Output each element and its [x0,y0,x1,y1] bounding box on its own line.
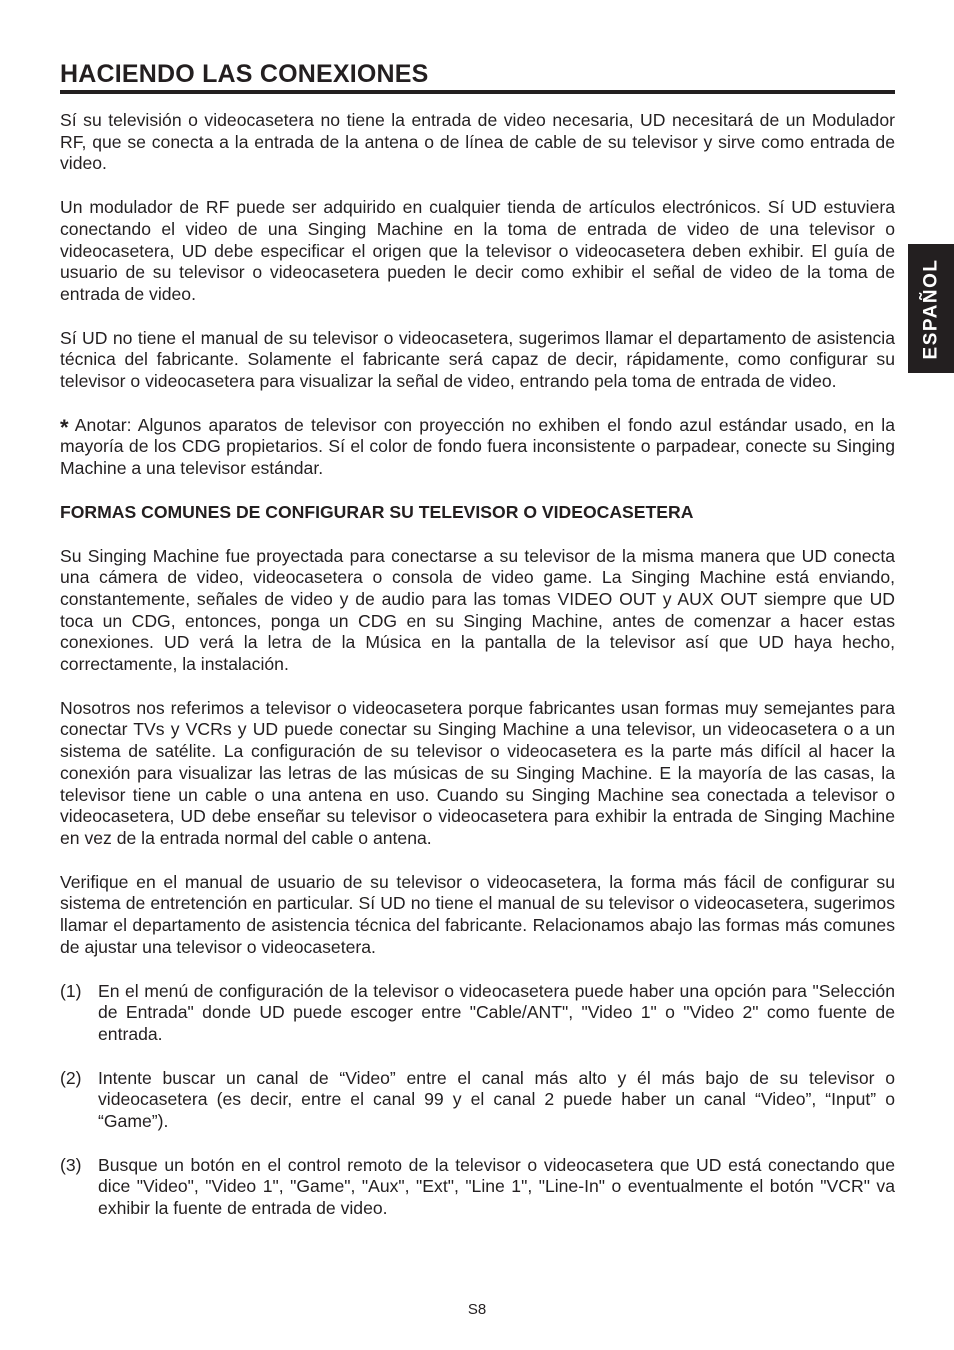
page-content [60,110,895,1242]
language-tab-label: ESPAÑOL [920,258,941,359]
asterisk-icon: * [60,414,69,440]
list-item-text: Busque un botón en el control remoto de la televisor o videocasetera que UD está conectando que dice "Video", "Video 1", "Game", "Aux", "Ext", "Line 1", "Line-In" o eventualmente el botón "VCR" va exhibir la fuente de entrada de video. [98,1154,895,1219]
paragraph-rf-purchase: Un modulador de RF puede ser adquirido en cualquier tienda de artículos electrónicos. Sí UD estuviera conectando el video de una Singing Machine en la toma de entrada de video de una televisor o videocasetera, UD debe especificar el origen que la televisor o videocasetera deben exhibir. El guía de usuario de su televisor o videocasetera pueden le decir como exhibir el señal de video de la toma de entrada de video. [60,197,895,304]
list-item [60,981,895,1046]
paragraph-tv-vcr: Nosotros nos referimos a televisor o videocasetera porque fabricantes usan formas muy semejantes para conectar TVs y VCRs y UD puede conectar su Singing Machine a una televisor, un videocasetera o a un sistema de satélite. La configuración de su televisor o videocasetera es la parte más difícil al hacer la conexión para visualizar las letras de las músicas de su Singing Machine. E la mayoría de las casas, la televisor tiene un cable o una antena en uso. Cuando su Singing Machine sea conectada a televisor o videocasetera, UD debe enseñar su televisor o videocasetera para exhibir la entrada de Singing Machine en vez de la entrada normal del cable o antena. [60,697,895,848]
paragraph-cdg: Su Singing Machine fue proyectada para conectarse a su televisor de la misma manera que UD conecta una cámera de video, videocasetera o consola de video game. La Singing Machine está enviando, constantemente, señales de video y de audio para las tomas VIDEO OUT y AUX OUT siempre que UD toca un CDG, entonces, ponga un CDG en su Singing Machine, antes de comenzar a hacer estas conexiones. UD verá la letra de la Música en la pantalla de la televisor así que UD haya hecho, correctamente, la instalación. [60,545,895,675]
note-text: Anotar: Algunos aparatos de televisor con proyección no exhiben el fondo azul estándar usado, en la mayoría de los CDG propietarios. Sí el color de fondo fuera inconsistente o parpadear, conecte su Singing Machine a una televisor estándar. [60,414,895,479]
list-item-number: (1) [60,980,82,1001]
section-heading: FORMAS COMUNES DE CONFIGURAR SU TELEVISOR O VIDEOCASETERA [60,501,694,522]
list-item-text: Intente buscar un canal de “Video” entre el canal más alto y él más bajo de su televisor o videocasetera (es decir, entre el canal 99 y el canal 2 puede haber un canal “Video”, “Input” o “Game”). [98,1067,895,1132]
language-tab [908,244,954,373]
note-paragraph [60,415,895,480]
paragraph-manual: Sí UD no tiene el manual de su televisor o videocasetera, sugerimos llamar el departamento de asistencia técnica del fabricante. Solamente el fabricante será capaz de decir, rápidamente, como configurar su televisor o videocasetera para visualizar la señal de video, entrando pela toma de entrada de video. [60,327,895,392]
paragraph-rf-modulator: Sí su televisión o videocasetera no tiene la entrada de video necesaria, UD necesitará de un Modulador RF, que se conecta a la entrada de la antena o de línea de cable de su televisor y sirve como entrada de video. [60,110,895,174]
paragraph-verify: Verifique en el manual de usuario de su televisor o videocasetera, la forma más fácil de configurar su sistema de entretención en particular. Sí UD no tiene el manual de su televisor o videocasetera, sugerimos llamar el departamento de asistencia técnica del fabricante. Relacionamos abajo las formas más comunes de ajustar una televisor o videocasetera. [60,871,895,957]
list-item [60,1155,895,1220]
config-options-list [60,981,895,1220]
list-item [60,1068,895,1133]
list-item-text: En el menú de configuración de la televisor o videocasetera puede haber una opción para "Selección de Entrada" donde UD puede escoger entre "Cable/ANT", "Video 1" o "Video 2" como fuente de entrada. [98,980,895,1044]
page-number: S8 [467,1301,487,1318]
page-title: HACIENDO LAS CONEXIONES [60,58,895,94]
list-item-number: (3) [60,1154,82,1175]
list-item-number: (2) [60,1067,82,1088]
